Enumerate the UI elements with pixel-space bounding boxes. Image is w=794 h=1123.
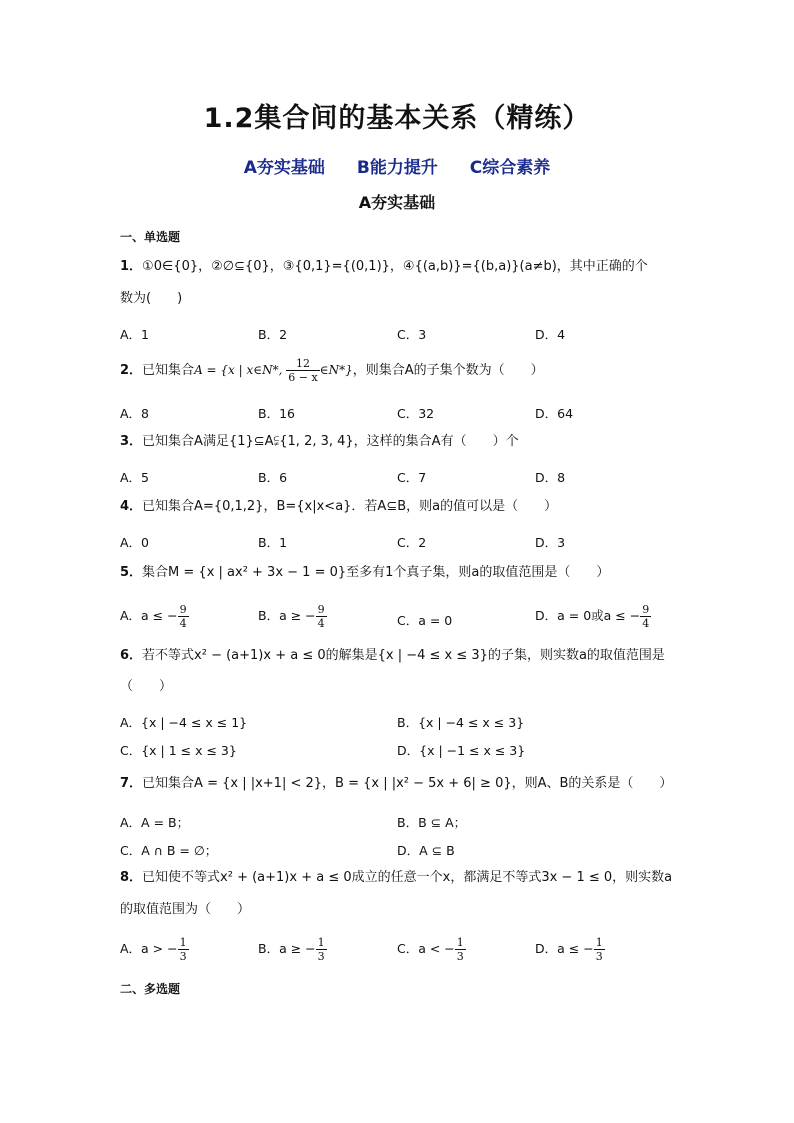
section-nav	[0, 153, 794, 178]
part-heading-multi-choice: 二、多选题	[120, 982, 181, 996]
fraction	[316, 603, 327, 630]
option-d: D．64	[535, 406, 574, 421]
option-c	[397, 936, 466, 963]
option-b: B．B ⊆ A；	[397, 815, 467, 830]
question-8-cont	[120, 900, 250, 920]
option-c: C．{x | 1 ≤ x ≤ 3}	[120, 743, 237, 758]
question-stem: 已知使不等式x² + (a+1)x + a ≤ 0成立的任意一个x，都满足不等式3x − 1 ≤ 0，则实数a	[142, 870, 673, 885]
set-expression: A = {x | x∈N*,	[194, 363, 287, 377]
option-c: C．2	[397, 535, 427, 550]
option-c: C．3	[397, 327, 427, 342]
question-stem: 若不等式x² − (a+1)x + a ≤ 0的解集是{x | −4 ≤ x ≤ 3}的子集，则实数a的取值范围是	[142, 648, 665, 663]
fraction-numerator: 1	[456, 936, 464, 949]
option-b: B．2	[258, 327, 288, 342]
option-a	[120, 603, 189, 630]
question-number: 1．	[120, 259, 143, 274]
question-5	[120, 563, 609, 583]
option-b	[258, 936, 327, 963]
question-1	[120, 257, 648, 277]
option-a: A．A = B；	[120, 815, 190, 830]
option-d: D．8	[535, 470, 566, 485]
option-a: A．8	[120, 406, 150, 421]
fraction-numerator: 1	[595, 936, 603, 949]
fraction-denominator: 6 − x	[288, 371, 318, 384]
fraction-denominator: 4	[317, 617, 325, 630]
section-b-label: B能力提升	[356, 158, 438, 178]
fraction-numerator: 1	[179, 936, 187, 949]
option-b	[258, 603, 327, 630]
question-stem-cont: 的取值范围为（ ）	[120, 902, 251, 917]
option-text: C．a < −	[397, 941, 455, 956]
fraction-denominator: 3	[595, 950, 603, 963]
question-stem-post: ，则集合A的子集个数为（ ）	[352, 363, 544, 378]
question-4	[120, 497, 557, 517]
question-number: 8．	[120, 870, 143, 885]
question-number: 6．	[120, 648, 143, 663]
option-b: B．{x | −4 ≤ x ≤ 3}	[397, 715, 525, 730]
question-stem: 已知集合A = {x | |x+1| < 2}，B = {x | |x² − 5x + 6| ≥ 0}，则A、B的关系是（ ）	[142, 776, 673, 791]
option-c: C．a = 0	[397, 613, 453, 628]
fraction-denominator: 4	[179, 617, 187, 630]
question-7	[120, 774, 672, 794]
question-stem: 已知集合A满足{1}⊆A⫋{1, 2, 3, 4}，这样的集合A有（ ）个	[142, 434, 519, 449]
option-d: D．4	[535, 327, 566, 342]
fraction	[594, 936, 605, 963]
fraction-numerator: 9	[317, 603, 325, 616]
question-stem: 集合M = {x | ax² + 3x − 1 = 0}至多有1个真子集，则a的取值范围是（ ）	[142, 565, 610, 580]
fraction	[178, 603, 189, 630]
question-1-cont	[120, 289, 182, 309]
option-b: B．1	[258, 535, 288, 550]
question-stem: 已知集合A={0,1,2}，B={x|x<a}．若A⊆B，则a的值可以是（ ）	[142, 499, 558, 514]
question-6	[120, 646, 665, 666]
question-stem: ①0∈{0}，②∅⊆{0}，③{0,1}={(0,1)}，④{(a,b)}={(b,a)}(a≠b)，其中正确的个	[142, 259, 648, 274]
question-number: 2．	[120, 363, 143, 378]
question-stem-cont: 数为( )	[120, 291, 183, 306]
option-d	[535, 936, 605, 963]
option-a: A．{x | −4 ≤ x ≤ 1}	[120, 715, 248, 730]
question-2	[120, 355, 544, 386]
fraction-denominator: 3	[456, 950, 464, 963]
fraction	[286, 357, 319, 384]
fraction-numerator: 9	[179, 603, 187, 616]
question-stem-pre: 已知集合	[142, 363, 195, 378]
fraction	[316, 936, 327, 963]
fraction-denominator: 4	[642, 617, 650, 630]
option-a	[120, 936, 189, 963]
option-c: C．A ∩ B = ∅；	[120, 843, 218, 858]
option-b: B．6	[258, 470, 288, 485]
option-b: B．16	[258, 406, 295, 421]
section-c-label: C综合素养	[469, 158, 551, 178]
option-text: A．a ≤ −	[120, 608, 178, 623]
option-text: B．a ≥ −	[258, 941, 316, 956]
option-d: D．3	[535, 535, 566, 550]
option-text: A．a > −	[120, 941, 178, 956]
option-d	[535, 603, 651, 630]
question-number: 4．	[120, 499, 143, 514]
option-text: B．a ≥ −	[258, 608, 316, 623]
option-text: D．a = 0或a ≤ −	[535, 608, 641, 623]
question-number: 5．	[120, 565, 143, 580]
fraction	[640, 603, 651, 630]
fraction-numerator: 1	[317, 936, 325, 949]
option-text: D．a ≤ −	[535, 941, 594, 956]
fraction-denominator: 3	[179, 950, 187, 963]
section-a-label: A夯实基础	[243, 158, 325, 178]
fraction-denominator: 3	[317, 950, 325, 963]
option-a: A．0	[120, 535, 150, 550]
fraction	[455, 936, 466, 963]
page-title: 1.2集合间的基本关系（精练）	[203, 103, 591, 134]
question-number: 7．	[120, 776, 143, 791]
question-number: 3．	[120, 434, 143, 449]
question-8	[120, 868, 672, 888]
part-heading-single-choice: 一、单选题	[120, 230, 181, 244]
section-heading: A夯实基础	[358, 193, 436, 212]
fraction-numerator: 12	[286, 357, 319, 371]
question-stem-cont: （ ）	[120, 679, 173, 694]
question-6-cont	[120, 677, 172, 697]
option-c: C．7	[397, 470, 427, 485]
option-c: C．32	[397, 406, 435, 421]
option-a: A．1	[120, 327, 150, 342]
question-3	[120, 432, 519, 452]
option-d: D．{x | −1 ≤ x ≤ 3}	[397, 743, 526, 758]
fraction-numerator: 9	[642, 603, 650, 616]
option-a: A．5	[120, 470, 150, 485]
option-d: D．A ⊆ B	[397, 843, 455, 858]
set-expression-end: ∈N*}	[319, 363, 353, 377]
fraction	[178, 936, 189, 963]
